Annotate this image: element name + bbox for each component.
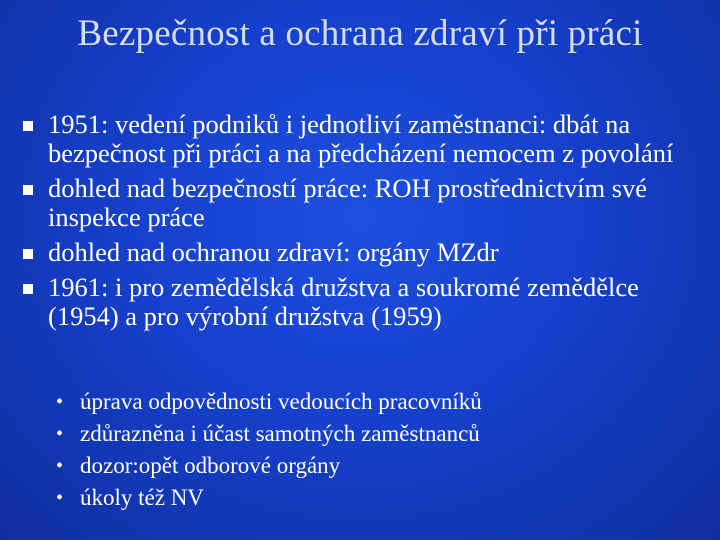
sub-bullet-text: úkoly též NV — [80, 485, 204, 510]
dot-bullet-icon: • — [56, 487, 64, 509]
bullet-item — [22, 238, 714, 267]
sub-bullet-text: dozor:opět odborové orgány — [80, 453, 341, 478]
slide-title: Bezpečnost a ochrana zdraví při práci — [77, 13, 643, 54]
sub-bullet-item — [56, 418, 696, 450]
sub-bullet-item — [56, 386, 696, 418]
bullet-list — [22, 110, 714, 337]
sub-bullet-text: zdůrazněna i účast samotných zaměstnanců — [80, 421, 480, 446]
sub-bullet-list — [56, 386, 696, 514]
sub-bullet-text: úprava odpovědnosti vedoucích pracovníků — [80, 389, 482, 414]
bullet-item — [22, 174, 714, 232]
square-bullet-icon — [23, 284, 33, 294]
dot-bullet-icon: • — [56, 391, 64, 413]
bullet-text: 1961: i pro zemědělská družstva a soukromé zemědělce (1954) a pro výrobní družstva (1959) — [48, 272, 639, 331]
square-bullet-icon — [23, 185, 33, 195]
sub-bullet-item — [56, 450, 696, 482]
square-bullet-icon — [23, 249, 33, 259]
sub-bullet-item — [56, 482, 696, 514]
dot-bullet-icon: • — [56, 423, 64, 445]
bullet-item — [22, 273, 714, 331]
square-bullet-icon — [23, 121, 33, 131]
bullet-item — [22, 110, 714, 168]
bullet-text: 1951: vedení podniků i jednotliví zaměstnanci: dbát na bezpečnost při práci a na předcházení nemocem z povolání — [48, 109, 674, 168]
bullet-text: dohled nad bezpečností práce: ROH prostřednictvím své inspekce práce — [48, 173, 648, 232]
dot-bullet-icon: • — [56, 455, 64, 477]
bullet-text: dohled nad ochranou zdraví: orgány MZdr — [48, 237, 499, 267]
